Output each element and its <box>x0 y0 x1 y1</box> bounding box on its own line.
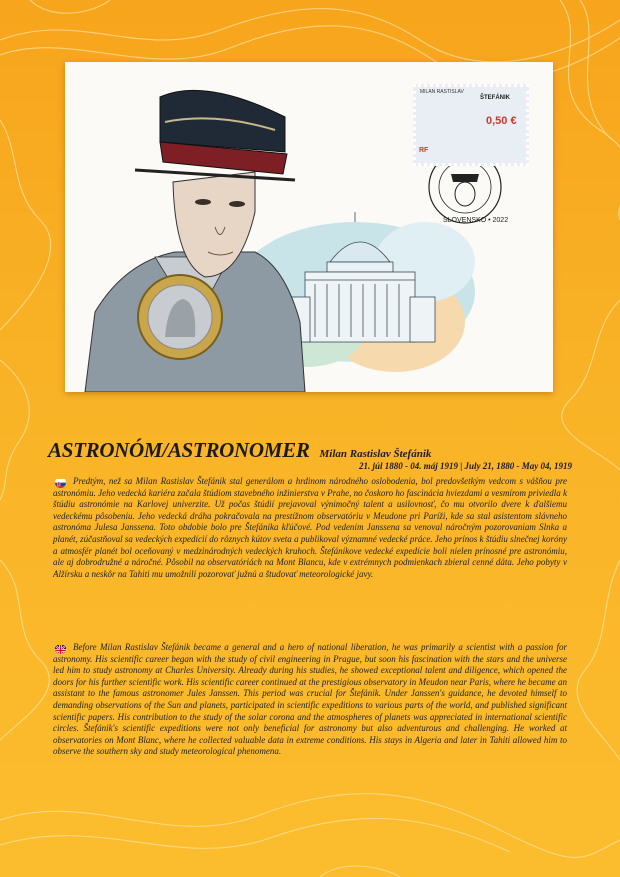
stamp-top-text: MILAN RASTISLAV <box>420 89 464 95</box>
postage-stamp <box>413 84 529 166</box>
postmark-country-text: SLOVENSKO • 2022 <box>443 217 509 224</box>
maxi-card <box>65 62 553 392</box>
slovak-paragraph: Predtým, než sa Milan Rastislav Štefánik stal generálom a hrdinom národného oslobodenia, bol predovšetkým vedcom s vášňou pre astronómiu. Jeho vedecká kariéra začala štúdiom stavebného inžinierstva v Prahe, no čoskoro ho fascinácia hviezdami a vesmírom priviedla k štúdiu astronómie na Karlovej univerzite. Už počas štúdií prejavoval výnimočný talent a usilovnosť, čo mu otvorilo dvere k ďalšiemu vedeckému pôsobeniu. Jeho vedecká dráha pokračovala na prestížnom observatóriu v Meudone pri Paríži, kde sa stal asistentom slávneho astronóma Julesa Janssena. Toto obdobie bolo pre Štefánika kľúčové. Pod vedením Janssena sa venoval náročným pozorovaniam Slnka a planét, zúčastňoval sa vedeckých expedícií do rôznych kútov sveta a publikoval významné vedecké práce. Jeho prínos k štúdiu slnečnej koróny a atmosfér planét bol oceňovaný v medzinárodných vedeckých kruhoch. Štefánikove vedecké expedície boli nielen prínosné pre astronómiu, ale aj dobrodružné a náročné. Pôsobil na observatóriách na Mont Blancu, kde v extrémnych podmienkach zbieral cenné dáta. Jeho pobyty v Alžírsku a neskôr na Tahiti mu umožnili pozorovať južnú a študovať meteorologické javy. <box>53 476 567 579</box>
person-name: Milan Rastislav Štefánik <box>319 448 432 460</box>
stamp-name-text: ŠTEFÁNIK <box>480 95 510 101</box>
life-dates: 21. júl 1880 - 04. máj 1919 | July 21, 1880 - May 04, 1919 <box>359 461 572 471</box>
coin-illustration <box>138 275 222 359</box>
heading <box>48 438 568 463</box>
stamp-value: 0,50 € <box>486 115 517 127</box>
stamp-country: RF <box>419 147 429 154</box>
english-paragraph: Before Milan Rastislav Štefánik became a general and a hero of national liberation, he was primarily a scientist with a passion for astronomy. His scientific career began with the study of civil engineering in Prague, but soon his fascination with the stars and the universe led him to study astronomy at Charles University. Already during his studies, he showed exceptional talent and diligence, which opened the doors for his further scientific work. His scientific career continued at the prestigious observatory in Meudon near Paris, where he became an assistant to the famous astronomer Jules Janssen. This period was crucial for Štefánik. Under Janssen's guidance, he devoted himself to demanding observations of the Sun and planets, participated in scientific expeditions to various parts of the world, and published significant scientific papers. His contribution to the study of the solar corona and the atmospheres of planets was appreciated in international scientific circles. Štefánik's scientific expeditions were not only beneficial for astronomy but also adventurous and challenging. He worked at observatories on Mont Blanc, where he collected valuable data in extreme conditions. His stays in Algeria and later in Tahiti allowed him to observe the southern sky and study meteorological phenomena. <box>53 642 567 757</box>
page-title: ASTRONÓM/ASTRONOMER <box>48 438 310 462</box>
